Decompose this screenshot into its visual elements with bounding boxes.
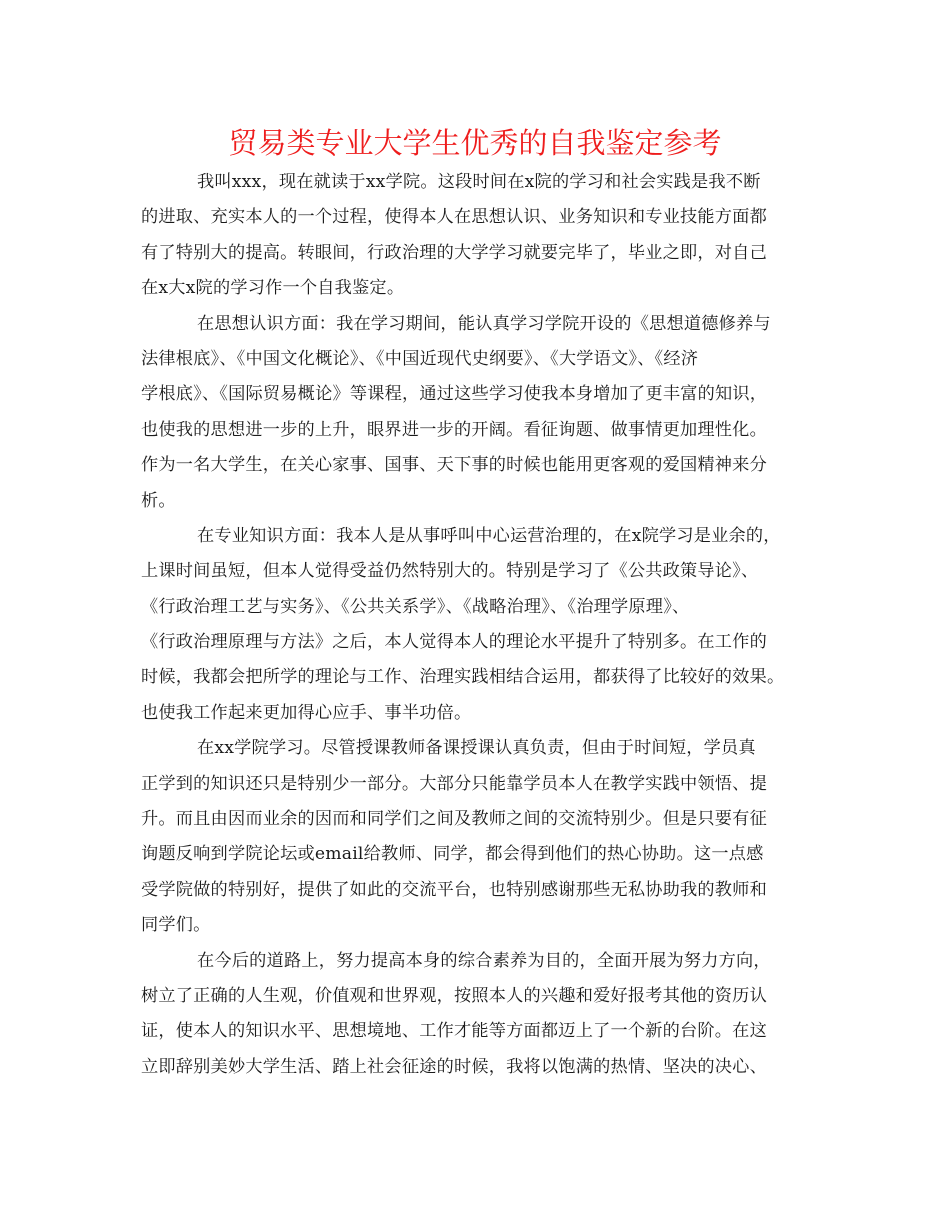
paragraph-line: 询题反响到学院论坛或email给教师、同学，都会得到他们的热心协助。这一点感 <box>141 844 764 865</box>
paragraph-line: 升。而且由因而业余的因而和同学们之间及教师之间的交流特别少。但是只要有征 <box>141 809 767 830</box>
paragraph-line: 有了特别大的提高。转眼间，行政治理的大学学习就要完毕了，毕业之即，对自己 <box>141 242 767 263</box>
paragraph-5 <box>141 944 813 1086</box>
paragraph-line: 上课时间虽短，但本人觉得受益仍然特别大的。特别是学习了《公共政策导论》、 <box>141 561 759 582</box>
paragraph-line: 的进取、充实本人的一个过程，使得本人在思想认识、业务知识和专业技能方面都 <box>141 207 767 228</box>
paragraph-line: 树立了正确的人生观，价值观和世界观，按照本人的兴趣和爱好报考其他的资历认 <box>141 985 767 1006</box>
paragraph-line: 《行政治理原理与方法》之后，本人觉得本人的理论水平提升了特别多。在工作的 <box>141 632 767 653</box>
paragraph-1 <box>141 165 813 307</box>
paragraph-line: 在xx学院学习。尽管授课教师备课授课认真负责，但由于时间短，学员真 <box>197 738 756 759</box>
paragraph-line: 受学院做的特别好，提供了如此的交流平台，也特别感谢那些无私协助我的教师和 <box>141 879 767 900</box>
paragraph-3 <box>141 519 813 731</box>
paragraph-line: 作为一名大学生，在关心家事、国事、天下事的时候也能用更客观的爱国精神来分 <box>141 455 767 476</box>
paragraph-2 <box>141 307 813 519</box>
paragraph-line: 在x大x院的学习作一个自我鉴定。 <box>141 278 405 299</box>
paragraph-line: 证，使本人的知识水平、思想境地、工作才能等方面都迈上了一个新的台阶。在这 <box>141 1021 767 1042</box>
paragraph-4 <box>141 731 813 943</box>
paragraph-line: 同学们。 <box>141 915 211 936</box>
paragraph-line: 学根底》、《国际贸易概论》等课程，通过这些学习使我本身增加了更丰富的知识， <box>141 384 768 405</box>
paragraph-line: 法律根底》、《中国文化概论》、《中国近现代史纲要》、《大学语文》、《经济 <box>141 348 699 369</box>
paragraph-line: 立即辞别美妙大学生活、踏上社会征途的时候，我将以饱满的热情、坚决的决心、 <box>141 1056 767 1077</box>
paragraph-line: 在今后的道路上，努力提高本身的综合素养为目的，全面开展为努力方向， <box>197 950 771 971</box>
paragraph-line: 析。 <box>141 490 176 511</box>
paragraph-line: 正学到的知识还只是特别少一部分。大部分只能靠学员本人在教学实践中领悟、提 <box>141 773 767 794</box>
paragraph-line: 时候，我都会把所学的理论与工作、治理实践相结合运用，都获得了比较好的效果。 <box>141 667 785 688</box>
paragraph-line: 也使我的思想进一步的上升，眼界进一步的开阔。看征询题、做事情更加理性化。 <box>141 419 767 440</box>
paragraph-line: 在思想认识方面：我在学习期间，能认真学习学院开设的《思想道德修养与 <box>197 313 771 334</box>
paragraph-line: 《行政治理工艺与实务》、《公共关系学》、《战略治理》、《治理学原理》、 <box>141 596 690 617</box>
paragraph-line: 我叫xxx，现在就读于xx学院。这段时间在x院的学习和社会实践是我不断 <box>197 172 761 192</box>
document-body <box>141 165 813 1085</box>
document-title: 贸易类专业大学生优秀的自我鉴定参考 <box>228 126 722 160</box>
paragraph-line: 也使我工作起来更加得心应手、事半功倍。 <box>141 702 472 723</box>
paragraph-line: 在专业知识方面：我本人是从事呼叫中心运营治理的，在x院学习是业余的， <box>197 525 781 546</box>
